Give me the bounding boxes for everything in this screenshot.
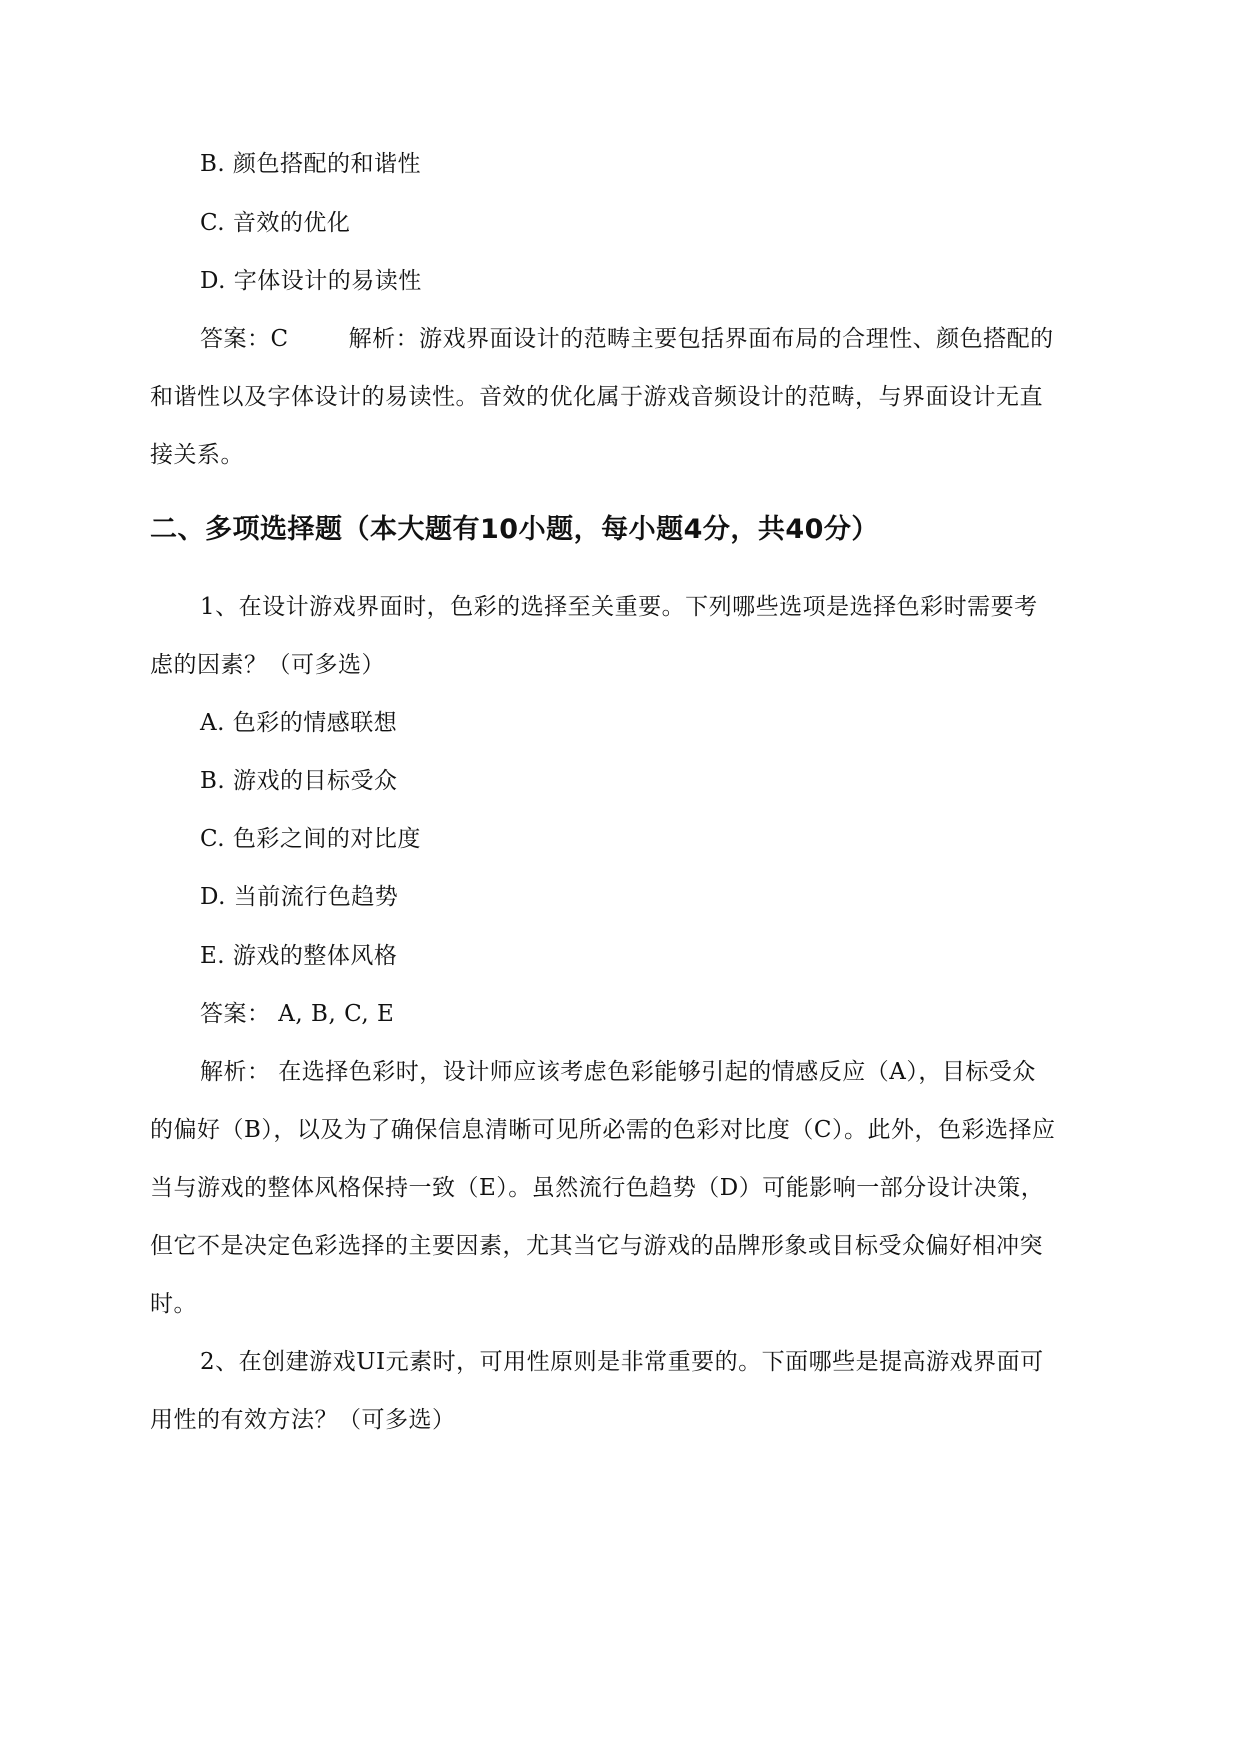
answer-text: 答案：C [200,326,289,352]
option-e: E. 游戏的整体风格 [200,943,398,969]
explanation-text: 解析：游戏界面设计的范畴主要包括界面布局的合理性、颜色搭配的 [348,326,1054,352]
explanation-line: 和谐性以及字体设计的易读性。音效的优化属于游戏音频设计的范畴，与界面设计无直 [150,384,1043,410]
option-c: C. 色彩之间的对比度 [200,826,421,852]
option-b: B. 游戏的目标受众 [200,768,398,794]
explanation-line: 但它不是决定色彩选择的主要因素，尤其当它与游戏的品牌形象或目标受众偏好相冲突 [150,1233,1043,1259]
explanation-line: 的偏好（B），以及为了确保信息清晰可见所必需的色彩对比度（C）。此外，色彩选择应 [150,1117,1056,1143]
question-stem: 1、在设计游戏界面时，色彩的选择至关重要。下列哪些选项是选择色彩时需要考 [200,594,1038,620]
answer-text: 答案： A, B, C, E [200,1001,395,1027]
option-d: D. 当前流行色趋势 [200,884,399,910]
explanation-line: 时。 [150,1291,197,1317]
option-d: D. 字体设计的易读性 [200,268,422,294]
explanation-line: 解析： 在选择色彩时，设计师应该考虑色彩能够引起的情感反应（A），目标受众 [200,1059,1036,1085]
question-stem: 虑的因素？（可多选） [150,652,385,678]
option-b: B. 颜色搭配的和谐性 [200,151,422,177]
question-stem: 用性的有效方法？（可多选） [150,1407,456,1433]
answer-explanation-line [200,323,1085,355]
question-stem: 2、在创建游戏UI元素时，可用性原则是非常重要的。下面哪些是提高游戏界面可 [200,1349,1044,1375]
option-c: C. 音效的优化 [200,210,351,236]
explanation-line: 接关系。 [150,442,244,468]
explanation-line: 当与游戏的整体风格保持一致（E）。虽然流行色趋势（D）可能影响一部分设计决策， [150,1175,1045,1201]
option-a: A. 色彩的情感联想 [200,710,398,736]
section-heading: 二、多项选择题（本大题有10小题，每小题4分，共40分） [150,514,879,545]
